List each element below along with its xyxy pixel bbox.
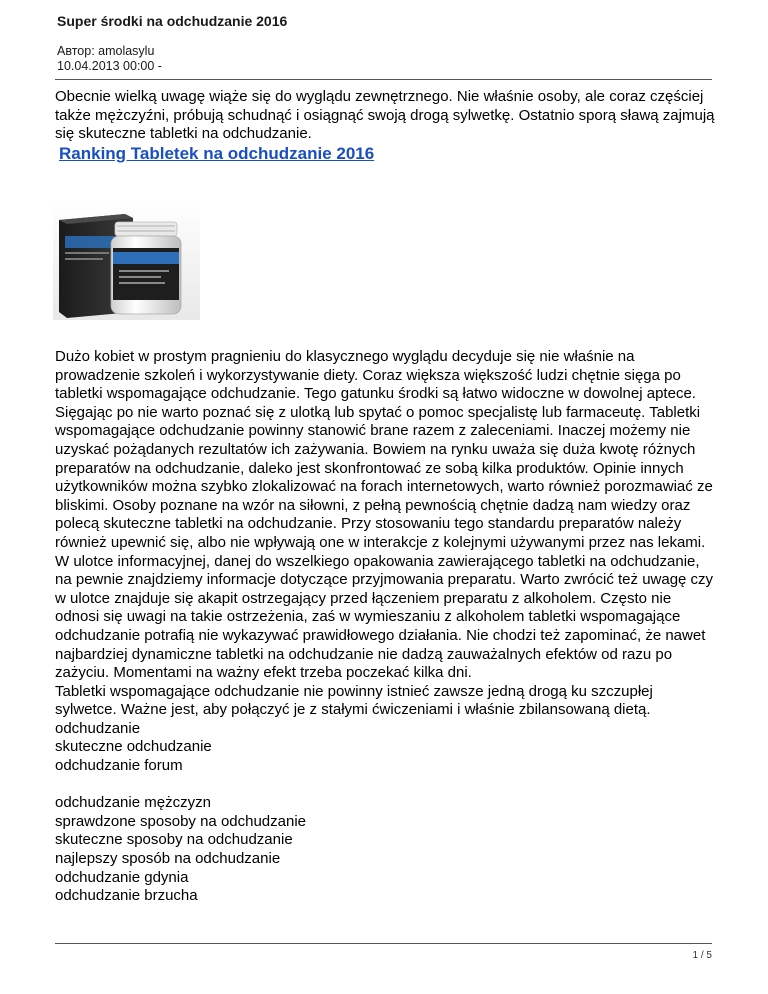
tag-list bbox=[55, 794, 717, 906]
tag-item: najlepszy sposób na odchudzanie bbox=[55, 850, 281, 868]
tag-item: sprawdzone sposoby na odchudzanie bbox=[55, 812, 307, 830]
author: Автор: amolasylu bbox=[57, 44, 155, 58]
tag-item: odchudzanie brzucha bbox=[55, 887, 198, 905]
tag-list bbox=[55, 720, 717, 776]
date: 10.04.2013 00:00 - bbox=[57, 59, 162, 73]
tag-item: odchudzanie forum bbox=[55, 757, 183, 775]
tag-item: skuteczne sposoby na odchudzanie bbox=[55, 831, 293, 849]
article-body bbox=[55, 348, 717, 906]
top-divider bbox=[55, 79, 712, 80]
body-paragraph: Dużo kobiet w prostym pragnieniu do klasycznego wyglądu decyduje się nie właśnie na prowadzenie szkoleń i wykorzystywanie diety. Coraz większa większość ludzi chętnie sięga po tabletki wspomagające odchudzanie. Tego gatunku środki są łatwo widoczne w dowolnej aptece. Sięgając po nie warto poznać się z ulotką lub spytać o pomoc specjalistę lub farmaceutę. Tabletki wspomagające odchudzanie powinny stanowić brane razem z zaleceniami. Inaczej możemy nie uzyskać pożądanych rezultatów ich zażywania. Bowiem na rynku uważa się duża kwotę różnych preparatów na odchudzanie, daleko jest skonfrontować ze sobą kilka produktów. Opinie innych użytkowników można szybko zlokalizować na forach internetowych, warto również porozmawiać ze bliskimi. Osoby poznane na wzór na siłowni, z pełną pewnością chętnie dadzą nam wiedzy oraz polecą skuteczne tabletki na odchudzanie. Przy stosowaniu tego standardu preparatów należy również upewnić się, albo nie wpływają one w interakcje z kolejnymi używanymi przez nas lekami. W ulotce informacyjnej, danej do wszelkiego opakowania zawierającego tabletki na odchudzanie, na pewnie znajdziemy informacje dotyczące przyjmowania preparatu. Warto zwrócić też uwagę czy w ulotce znajduje się akapit ostrzegający przed łączeniem preparatu z alkoholem. Często nie odnosi się uwagi na takie ostrzeżenia, zaś w wymieszaniu z alkoholem tabletki wspomagające odchudzanie potrafią nie wykazywać prawidłowego działania. Nie chodzi też zapominać, że nawet najbardziej dynamiczne tabletki na odchudzanie nie dadzą zauważalnych efektów od razu po zażyciu. Momentami na ważny efekt trzeba poczekać kilka dni. bbox=[55, 348, 714, 682]
article-meta bbox=[57, 44, 162, 74]
tag-item: odchudzanie bbox=[55, 719, 141, 737]
spacer bbox=[55, 776, 717, 795]
bottom-divider bbox=[55, 943, 712, 944]
body-paragraph: Tabletki wspomagające odchudzanie nie powinny istnieć zawsze jedną drogą ku szczupłej sylwetce. Ważne jest, aby połączyć je z stałymi ćwiczeniami i właśnie zbilansowaną dietą. bbox=[55, 682, 653, 719]
intro-paragraph: Obecnie wielką uwagę wiąże się do wyglądu zewnętrznego. Nie właśnie osoby, ale coraz częściej także mężczyźni, próbują schudnąć i osiągnąć swoją drogą sylwetkę. Ostatnio sporą sławą zajmują się skuteczne tabletki na odchudzanie. bbox=[55, 88, 715, 143]
tag-item: skuteczne odchudzanie bbox=[55, 738, 212, 756]
ranking-link[interactable]: Ranking Tabletek na odchudzanie 2016 bbox=[59, 144, 375, 163]
product-image bbox=[53, 200, 200, 320]
page-number: 1 / 5 bbox=[692, 950, 712, 961]
tag-item: odchudzanie mężczyzn bbox=[55, 794, 211, 812]
tag-item: odchudzanie gdynia bbox=[55, 868, 189, 886]
page-title: Super środki na odchudzanie 2016 bbox=[57, 13, 288, 29]
